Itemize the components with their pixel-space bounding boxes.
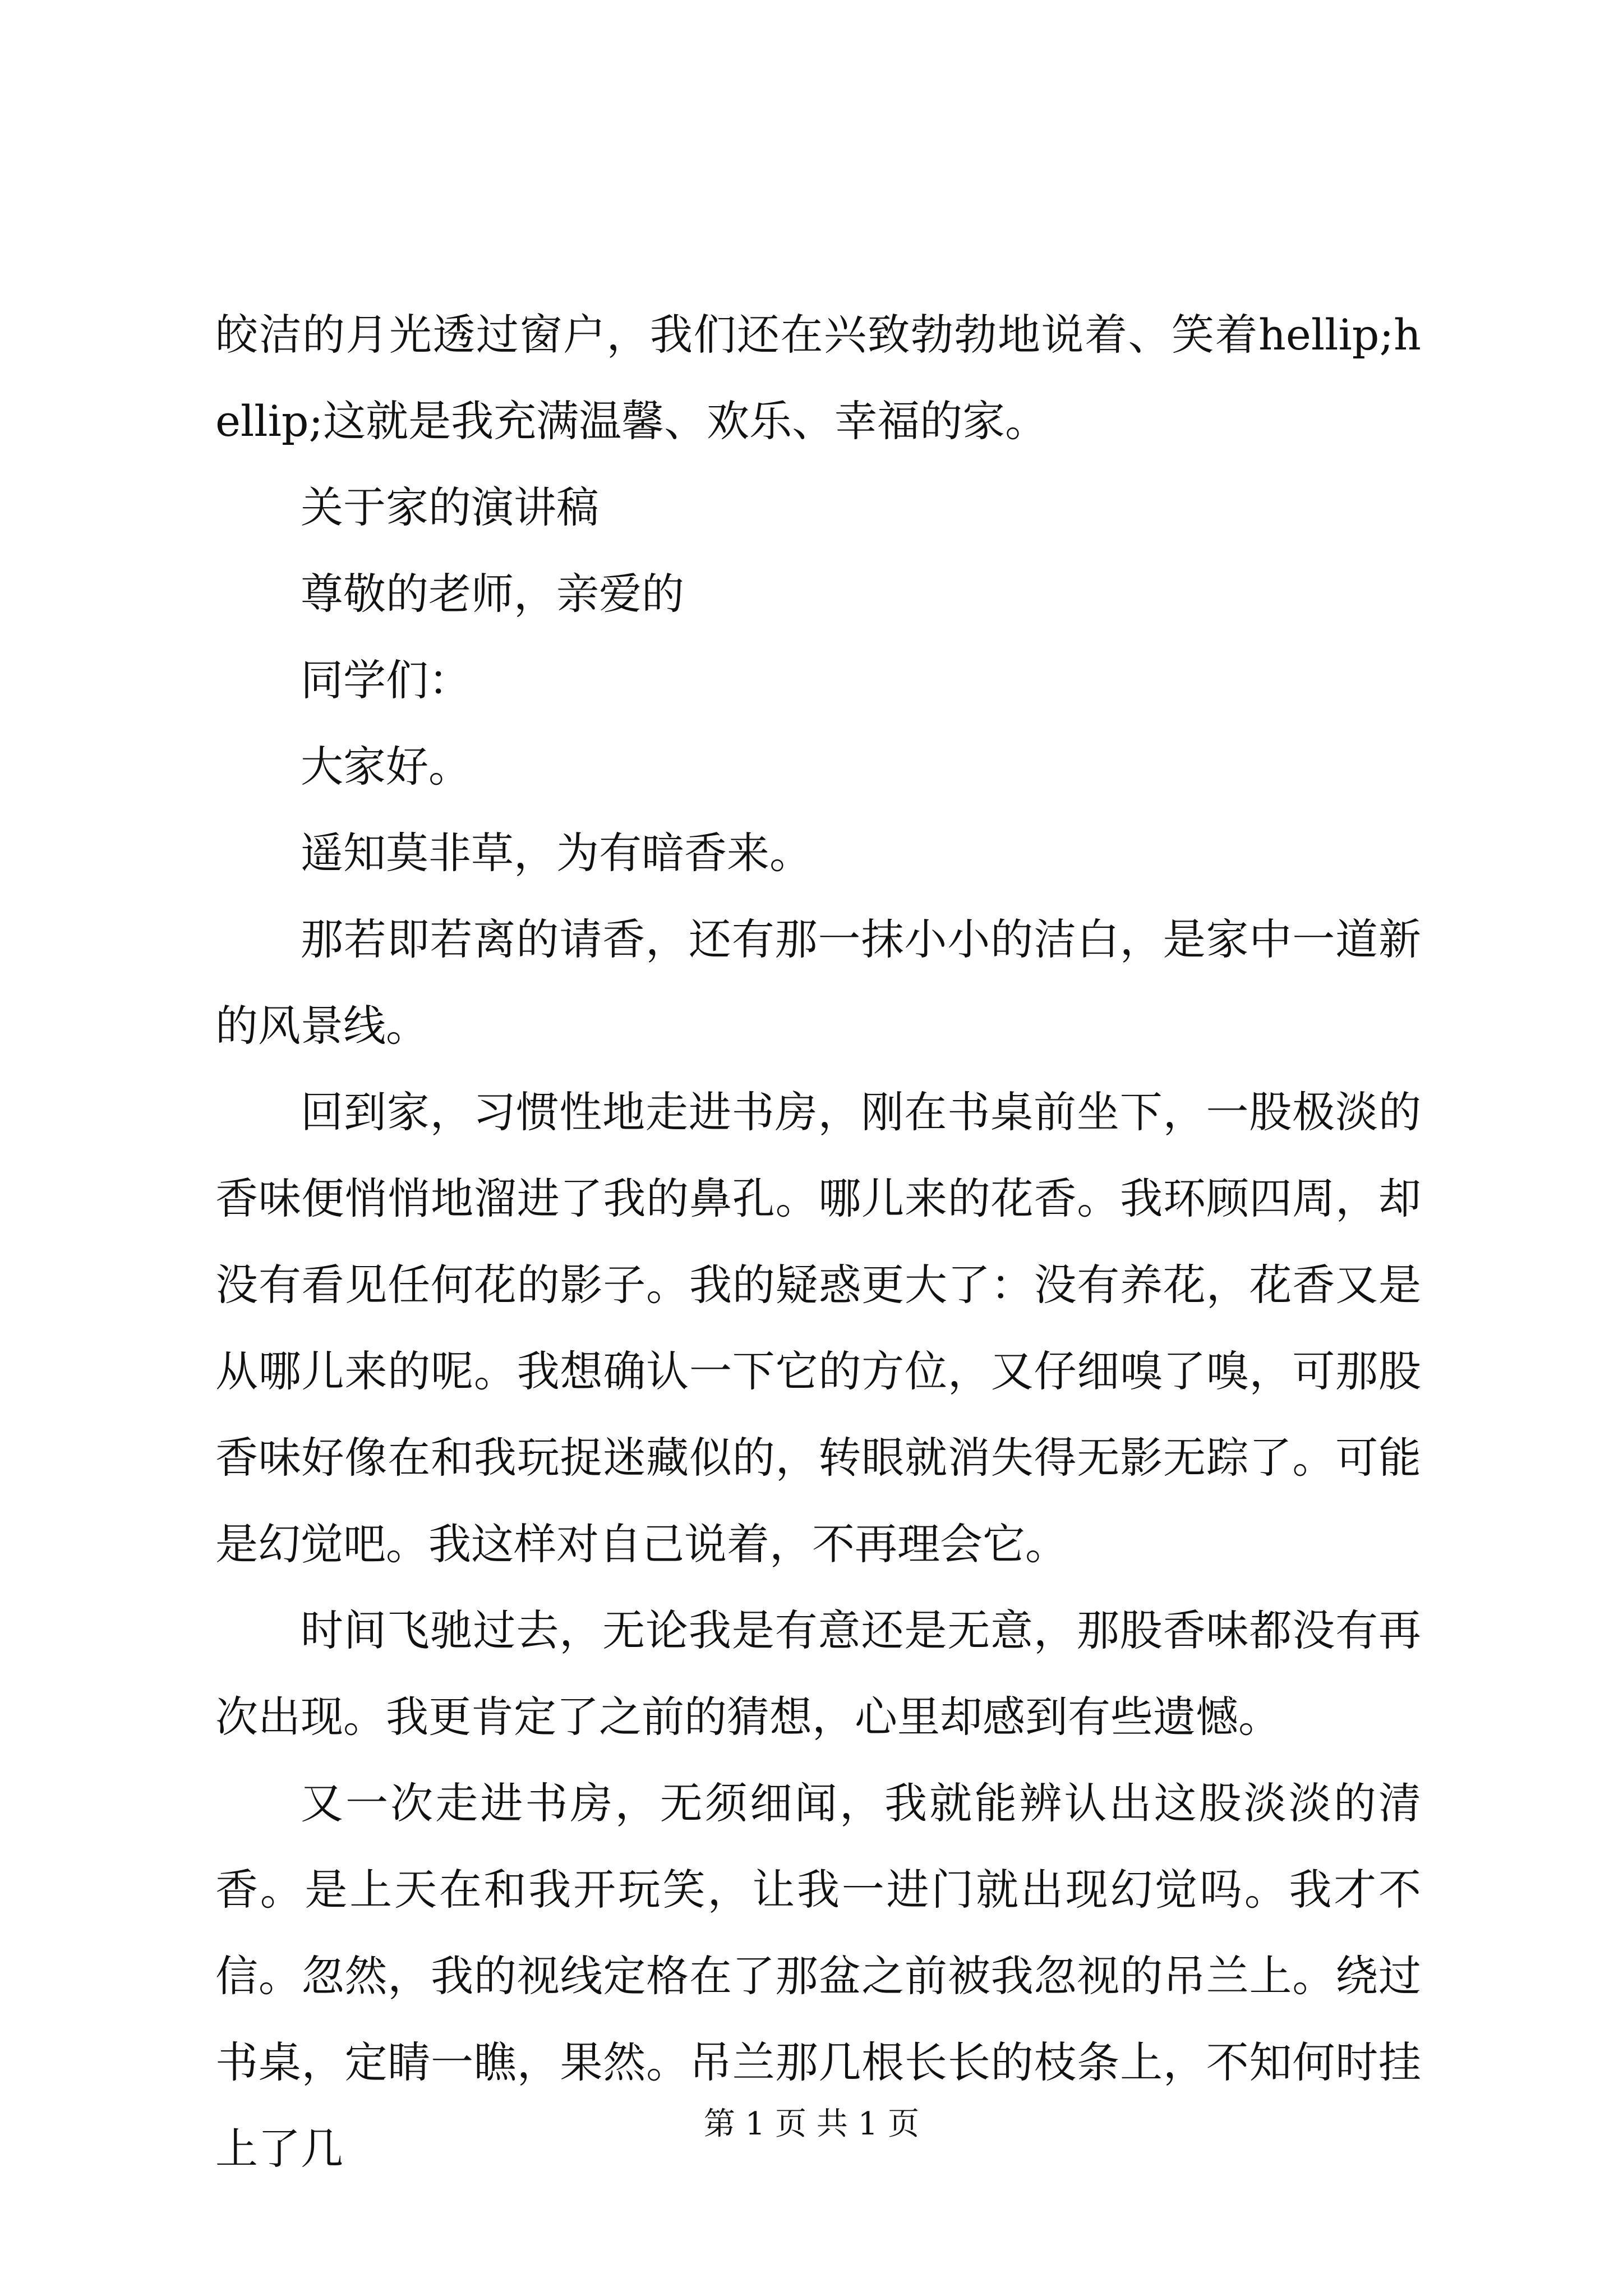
paragraph: 回到家，习惯性地走进书房，刚在书桌前坐下，一股极淡的香味便悄悄地溜进了我的鼻孔。哪儿来的花香。我环顾四周，却没有看见任何花的影子。我的疑惑更大了：没有养花，花香又是从哪儿来的呢。我想确认一下它的方位，又仔细嗅了嗅，可那股香味好像在和我玩捉迷藏似的，转眼就消失得无影无踪了。可能是幻觉吧。我这样对自己说着，不再理会它。 bbox=[215, 1087, 1421, 1569]
paragraph: 那若即若离的请香，还有那一抹小小的洁白，是家中一道新的风景线。 bbox=[215, 914, 1421, 1051]
paragraph: 遥知莫非草，为有暗香来。 bbox=[301, 828, 812, 878]
speech-title: 关于家的演讲稿 bbox=[301, 482, 599, 532]
salutation-line: 尊敬的老师，亲爱的 bbox=[301, 569, 684, 619]
greeting-line: 大家好。 bbox=[301, 742, 471, 792]
paragraph: 又一次走进书房，无须细闻，我就能辨认出这股淡淡的清香。是上天在和我开玩笑，让我一进门就出现幻觉吗。我才不信。忽然，我的视线定格在了那盆之前被我忽视的吊兰上。绕过书桌，定睛一瞧，果然。吊兰那几根长长的枝条上，不知何时挂上了几 bbox=[215, 1778, 1421, 2174]
paragraph: 皎洁的月光透过窗户，我们还在兴致勃勃地说着、笑着hellip;hellip;这就是我充满温馨、欢乐、幸福的家。 bbox=[215, 310, 1421, 446]
page-number-footer: 第 1 页 共 1 页 bbox=[703, 2106, 920, 2142]
paragraph: 时间飞驰过去，无论我是有意还是无意，那股香味都没有再次出现。我更肯定了之前的猜想，心里却感到有些遗憾。 bbox=[215, 1605, 1421, 1742]
salutation-line: 同学们： bbox=[301, 655, 471, 705]
document-body bbox=[215, 292, 1421, 2192]
